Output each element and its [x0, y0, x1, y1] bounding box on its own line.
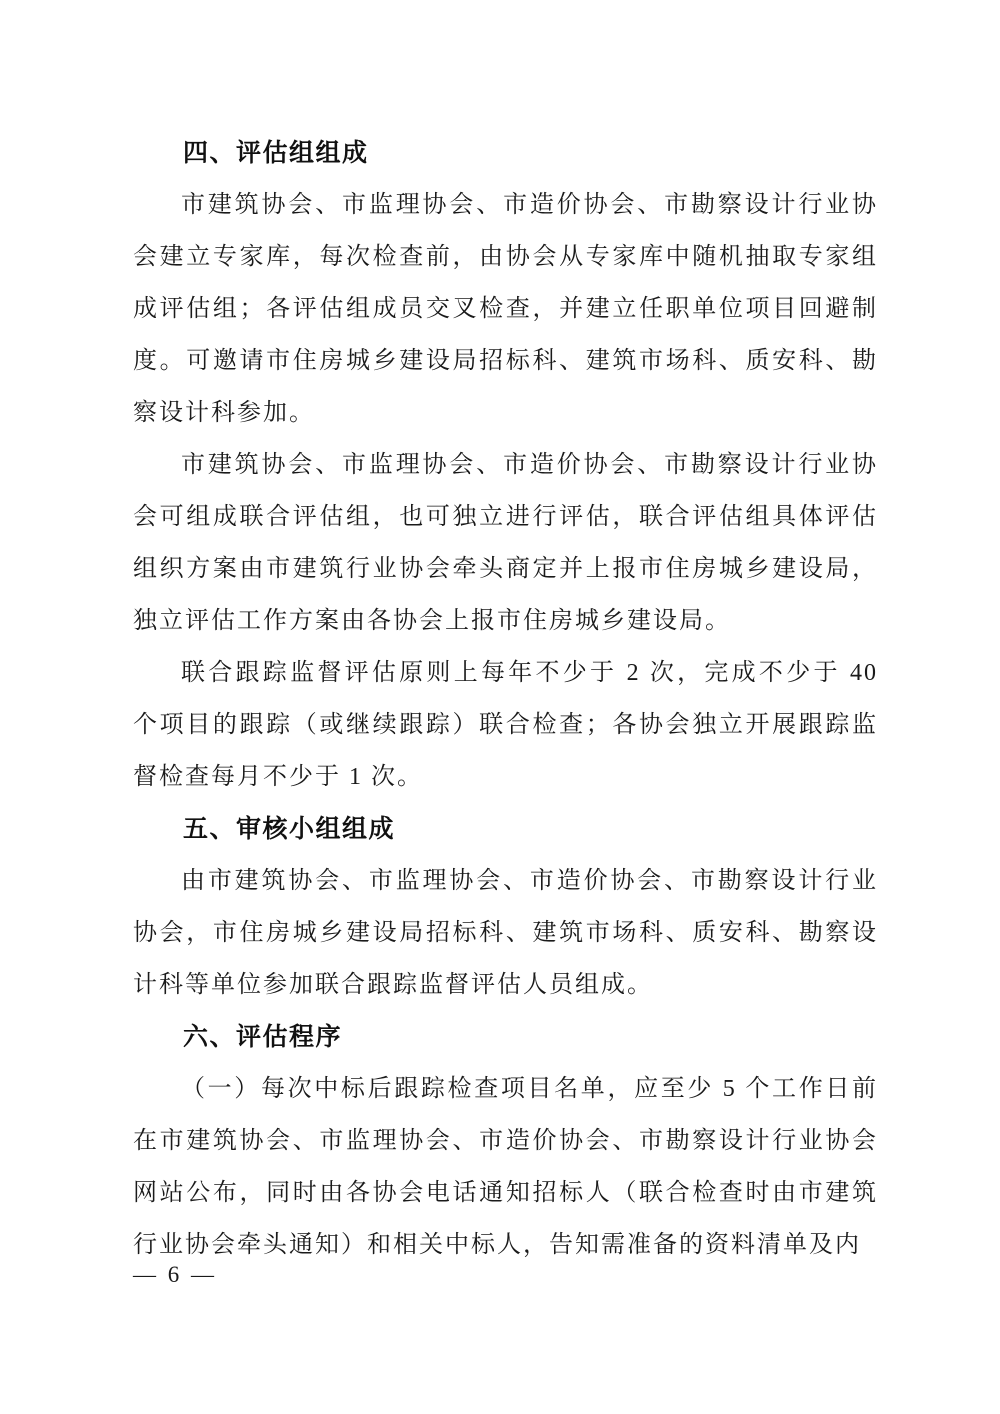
- section-heading-6: 六、评估程序: [183, 1023, 343, 1051]
- page-content: [133, 127, 878, 1271]
- paragraph-review-group-members: 由市建筑协会、市监理协会、市造价协会、市勘察设计行业协会，市住房城乡建设局招标科、建筑市场科、质安科、勘察设计科等单位参加联合跟踪监督评估人员组成。: [133, 868, 878, 998]
- paragraph-assessment-frequency: 联合跟踪监督评估原则上每年不少于 2 次，完成不少于 40 个项目的跟踪（或继续跟踪）联合检查；各协会独立开展跟踪监督检查每月不少于 1 次。: [133, 660, 878, 790]
- section-heading-5: 五、审核小组组成: [183, 815, 396, 843]
- section-heading-4: 四、评估组组成: [183, 139, 369, 167]
- paragraph-procedure-item-1: （一）每次中标后跟踪检查项目名单，应至少 5 个工作日前在市建筑协会、市监理协会、市造价协会、市勘察设计行业协会网站公布，同时由各协会电话通知招标人（联合检查时由市建筑行业协会牵头通知）和相关中标人，告知需准备的资料清单及内: [133, 1076, 878, 1258]
- paragraph-expert-pool: 市建筑协会、市监理协会、市造价协会、市勘察设计行业协会建立专家库，每次检查前，由协会从专家库中随机抽取专家组成评估组；各评估组成员交叉检查，并建立任职单位项目回避制度。可邀请市住房城乡建设局招标科、建筑市场科、质安科、勘察设计科参加。: [133, 192, 878, 426]
- page-number-footer: — 6 —: [133, 1262, 217, 1287]
- paragraph-joint-assessment-group: 市建筑协会、市监理协会、市造价协会、市勘察设计行业协会可组成联合评估组，也可独立进行评估，联合评估组具体评估组织方案由市建筑行业协会牵头商定并上报市住房城乡建设局，独立评估工作方案由各协会上报市住房城乡建设局。: [133, 452, 878, 634]
